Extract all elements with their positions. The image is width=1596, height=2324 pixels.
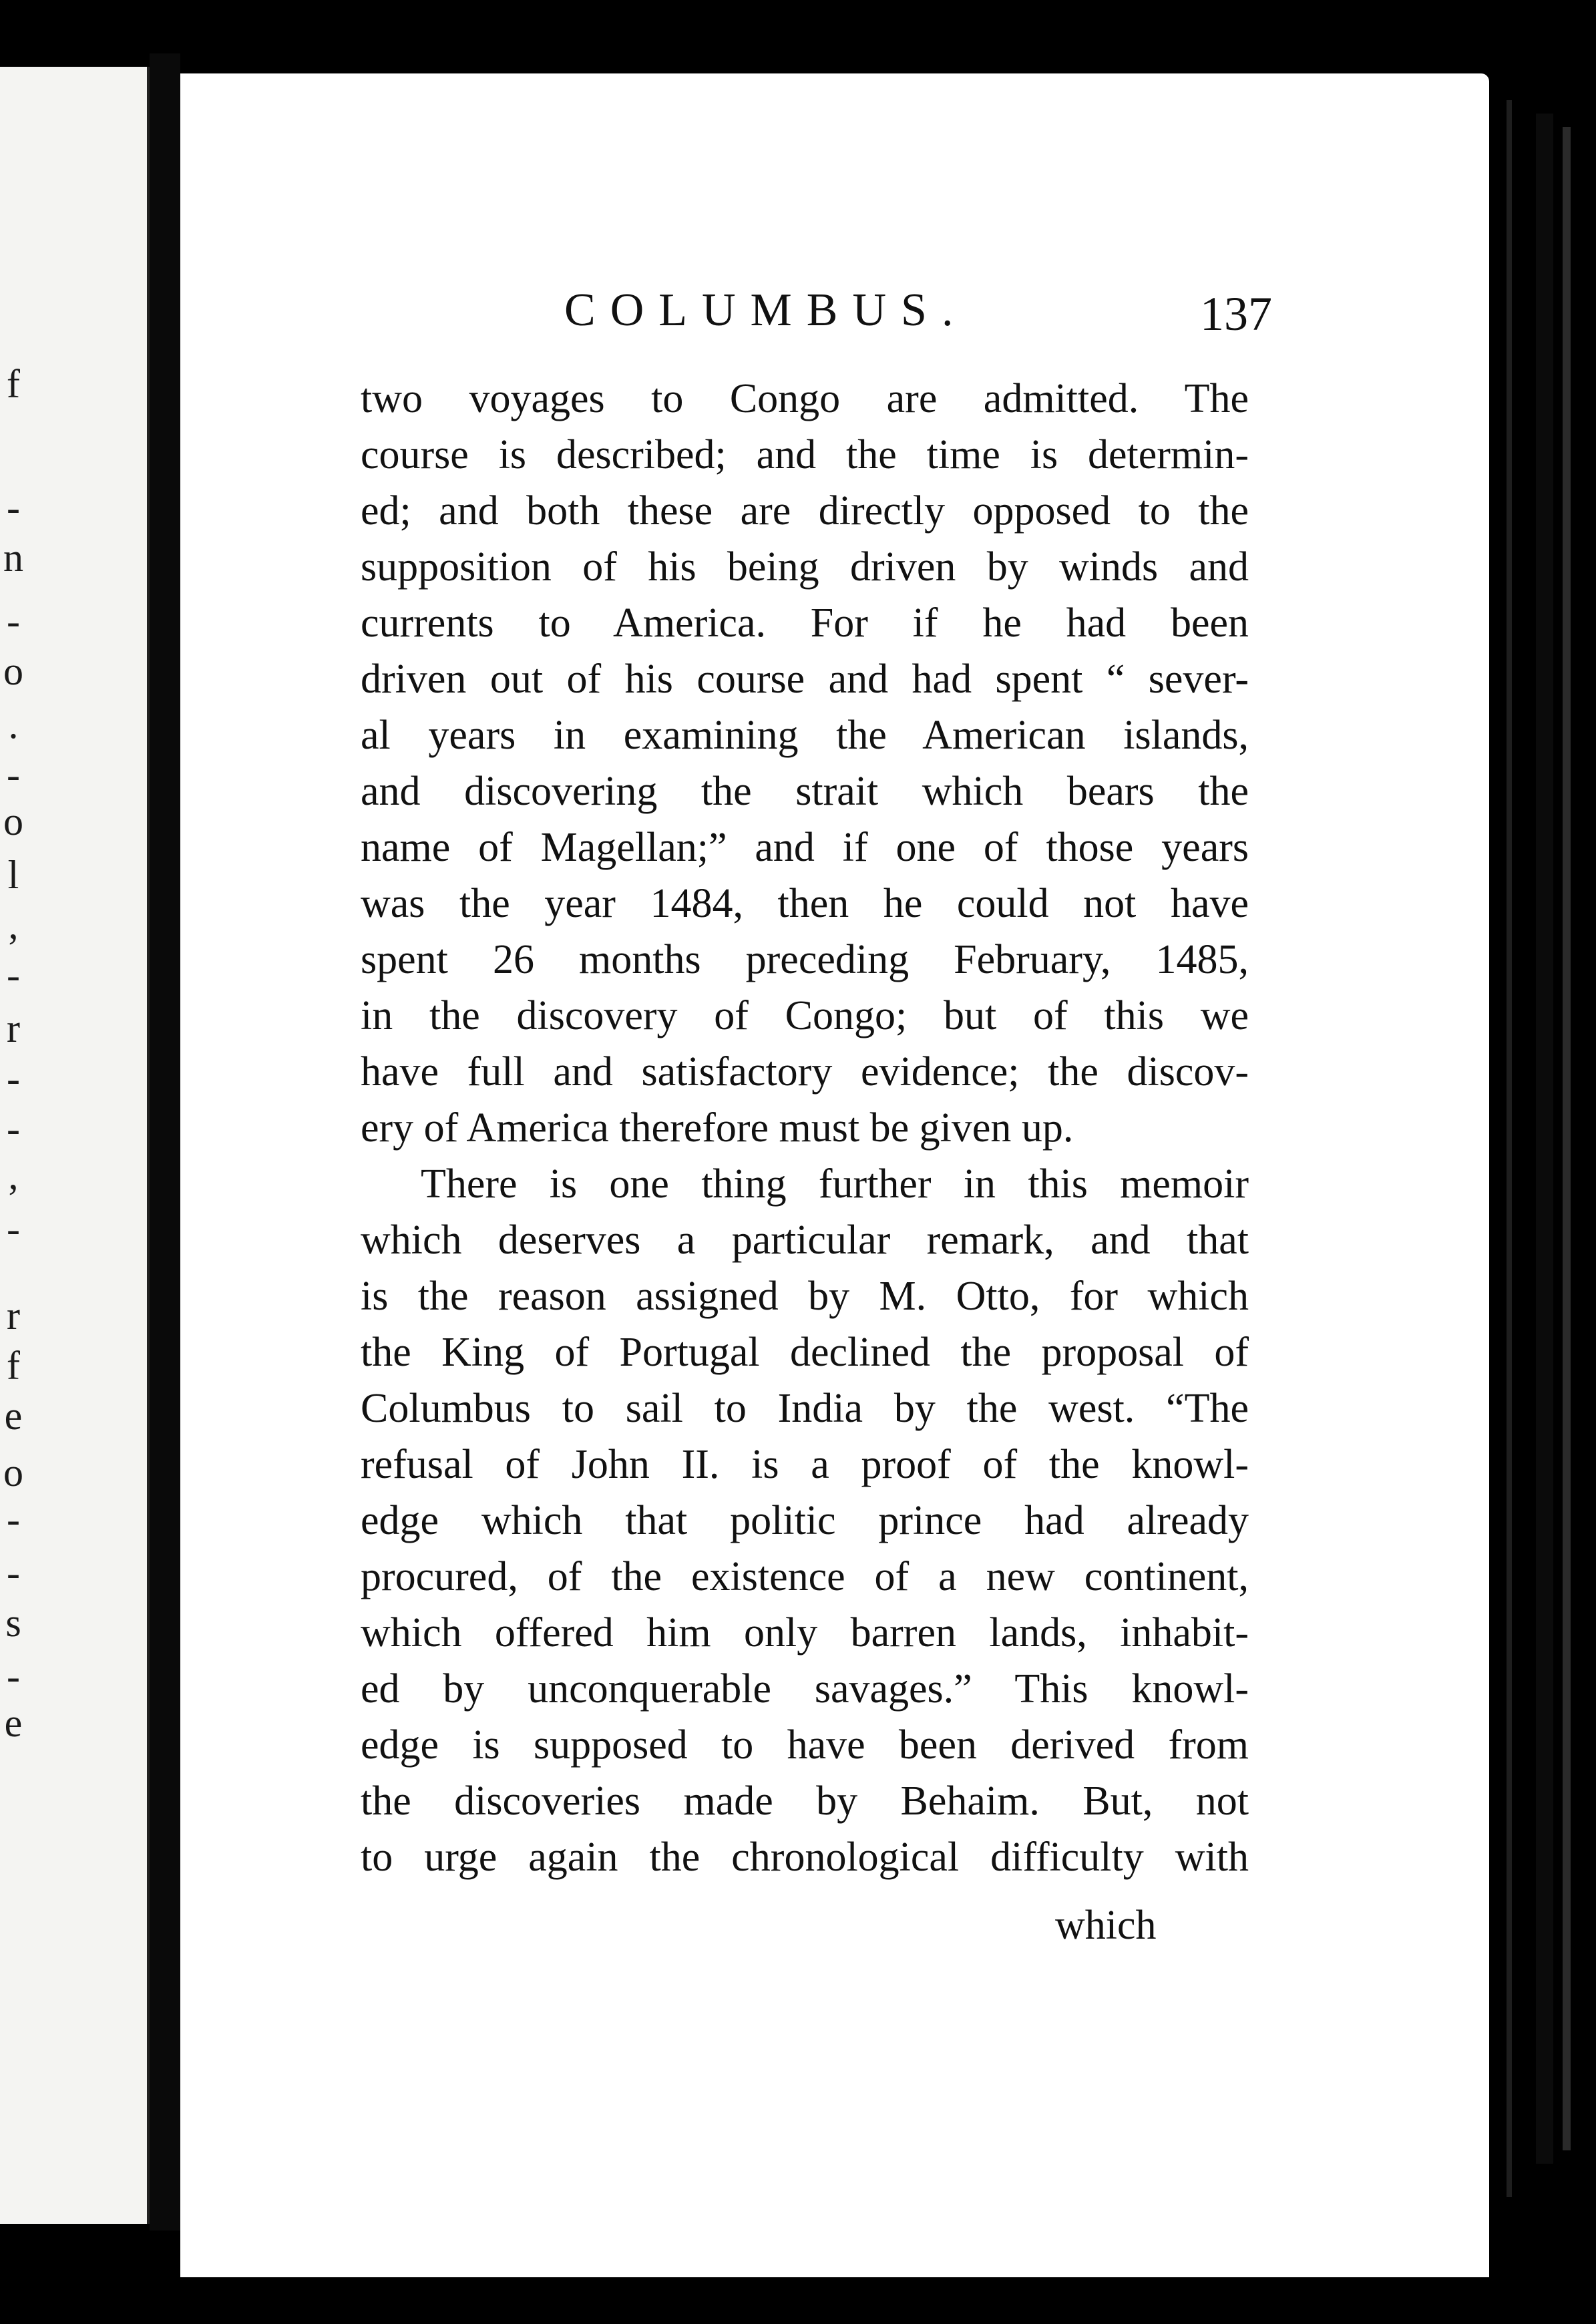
left-page-char: f [7,1344,20,1388]
text-line: There is one thing further in this memoir [421,1161,1249,1207]
text-line: edge which that politic prince had already [361,1498,1249,1543]
left-page-char: - [7,753,20,797]
left-page-char: - [7,599,20,643]
text-line: refusal of John II. is a proof of the knowl- [361,1442,1249,1487]
left-page-char: r [7,1006,20,1050]
body-text [361,371,1249,1885]
page-number: 137 [1200,287,1272,341]
text-line: have full and satisfactory evidence; the discov- [361,1049,1249,1095]
page-header [564,284,1272,351]
text-line: name of Magellan;” and if one of those years [361,825,1249,870]
running-head: COLUMBUS. [564,284,968,336]
text-line: procured, of the existence of a new continent, [361,1554,1249,1599]
left-page-char: - [7,953,20,997]
text-line: al years in examining the American islands, [361,713,1249,758]
text-line: which deserves a particular remark, and that [361,1217,1249,1263]
left-page-char: - [7,1056,20,1101]
text-line: ed by unconquerable savages.” This knowl- [361,1666,1249,1712]
text-line: spent 26 months preceding February, 1485, [361,937,1249,982]
left-page-char: n [3,536,23,580]
text-line: Columbus to sail to India by the west. “The [361,1386,1249,1431]
catchword: which [1055,1903,1157,1948]
text-line: was the year 1484, then he could not have [361,881,1249,926]
book-gutter [150,53,180,2231]
left-page-char: - [7,1654,20,1698]
text-line: in the discovery of Congo; but of this we [361,993,1249,1038]
text-line: and discovering the strait which bears the [361,769,1249,814]
text-line: the discoveries made by Behaim. But, not [361,1778,1249,1824]
left-page-char: o [3,799,23,843]
left-page-char: o [3,1450,23,1495]
text-line: two voyages to Congo are admitted. The [361,376,1249,421]
text-line: ery of America therefore must be given up. [361,1105,1074,1151]
text-line: currents to America. For if he had been [361,600,1249,646]
left-page-char: r [7,1294,20,1338]
text-line: supposition of his being driven by winds and [361,544,1249,590]
text-line: is the reason assigned by M. Otto, for which [361,1274,1249,1319]
text-line: to urge again the chronological difficulty with [361,1834,1249,1880]
left-page-char: e [4,1701,23,1745]
left-page-char: o [3,649,23,693]
text-line: edge is supposed to have been derived from [361,1722,1249,1768]
left-page [0,67,150,2224]
left-page-char: - [7,1207,20,1251]
text-line: driven out of his course and had spent “ sever- [361,656,1249,702]
left-page-char: - [7,1551,20,1595]
text-line: which offered him only barren lands, inhabit- [361,1610,1249,1656]
left-page-char: , [8,903,19,947]
left-page-char: s [5,1601,21,1645]
page-edge [1563,127,1571,2150]
left-page-char: f [7,362,20,406]
left-page-char: . [8,703,19,747]
text-line: ed; and both these are directly opposed to the [361,488,1249,534]
left-page-char: , [8,1153,19,1197]
text-line: the King of Portugal declined the proposal of [361,1330,1249,1375]
page-edge [1536,114,1553,2164]
left-page-char: l [7,853,19,897]
left-page-char: e [4,1394,23,1438]
page-edge [1507,100,1512,2197]
text-line: course is described; and the time is determin- [361,432,1249,477]
left-page-char: - [7,1497,20,1541]
left-page-char: - [7,486,20,530]
left-page-char: - [7,1107,20,1151]
